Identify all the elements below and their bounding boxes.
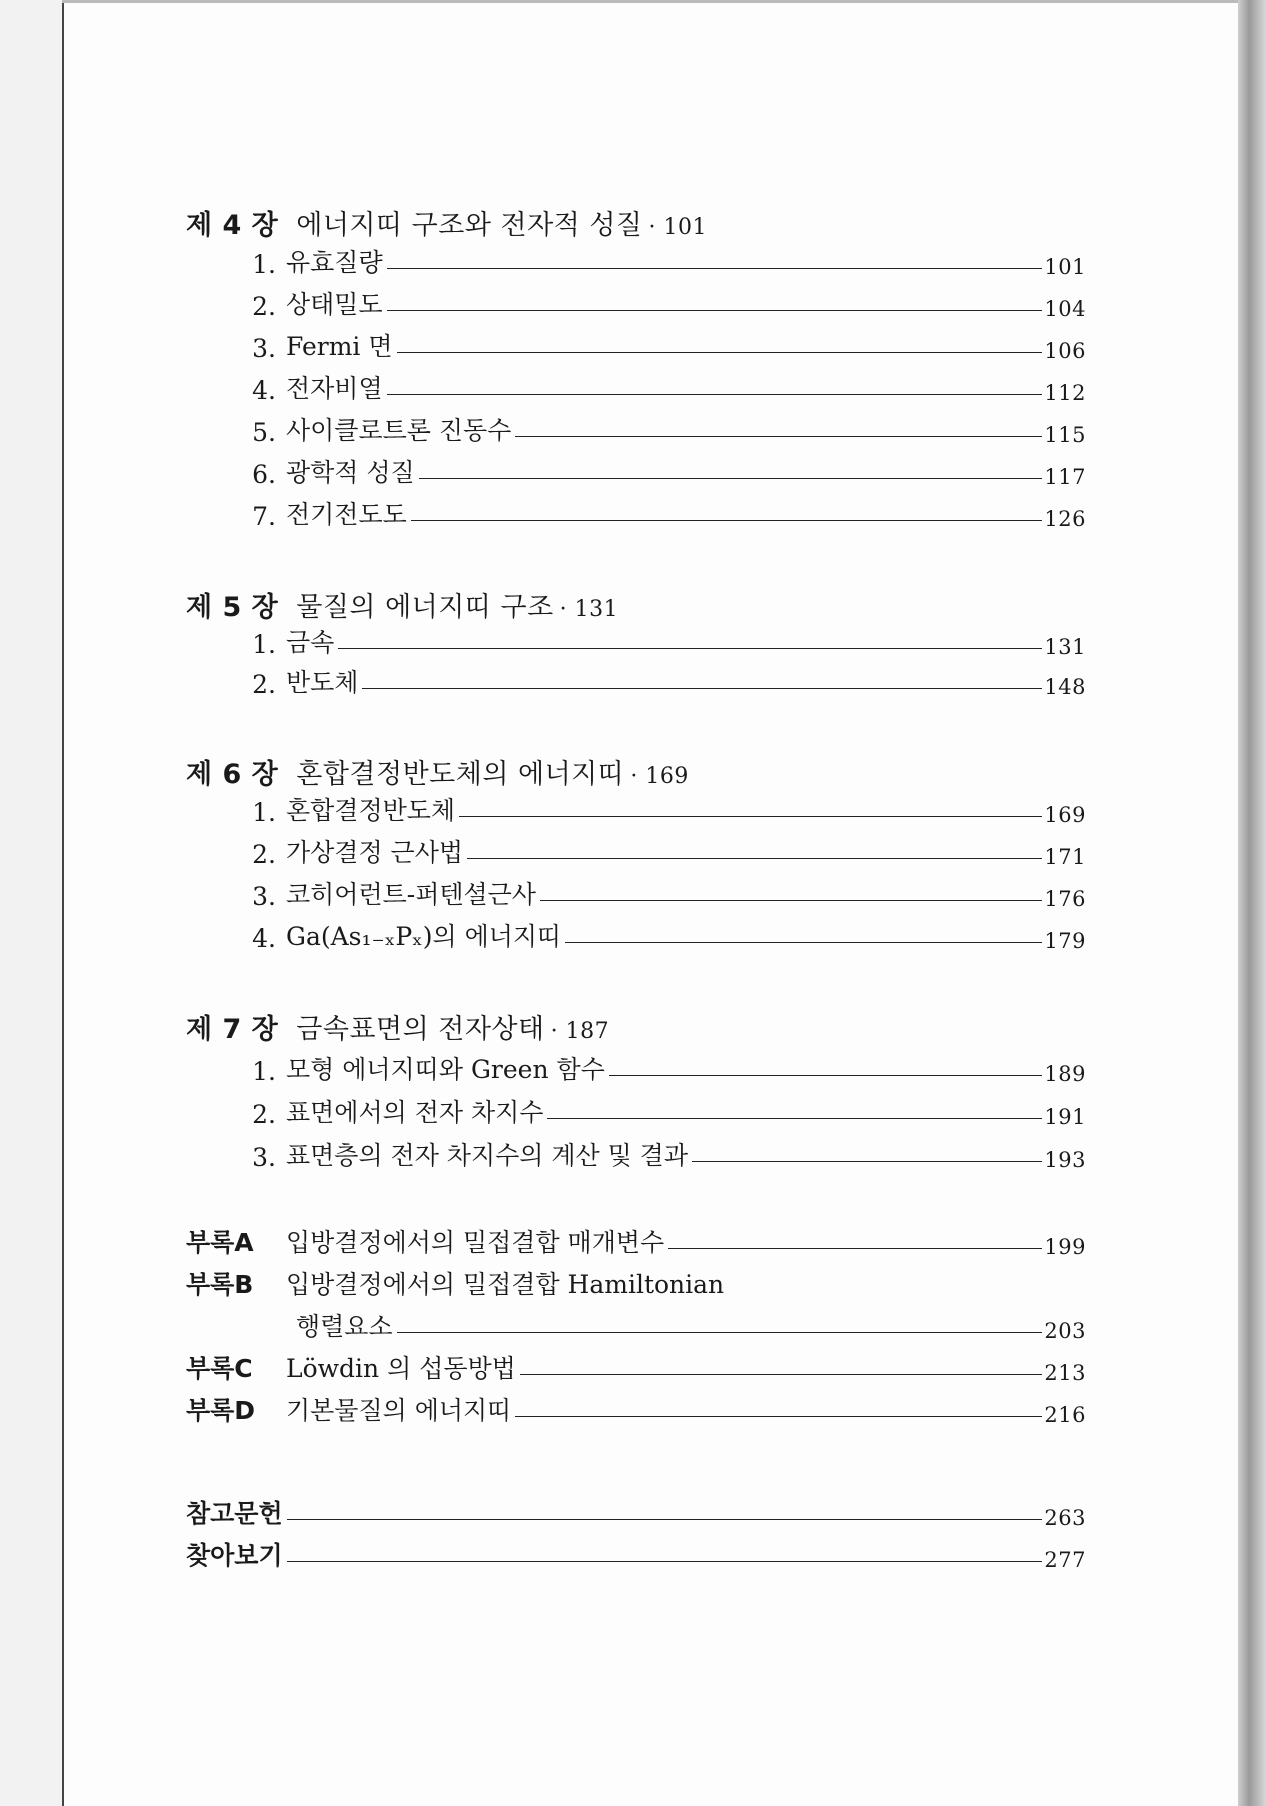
entry-page: 106 <box>1044 339 1086 363</box>
dotted-leader <box>515 436 1042 437</box>
toc-entry <box>236 329 1086 363</box>
dotted-leader <box>397 352 1043 353</box>
entry-title: Ga(As₁₋ₓPₓ)의 에너지띠 <box>286 922 562 951</box>
entry-title: Fermi 면 <box>286 332 393 361</box>
chapter-page: · 131 <box>559 597 619 622</box>
chapter-label: 제 4 장 <box>186 210 279 241</box>
back-matter-entry <box>186 1496 1086 1530</box>
entry-number: 1. <box>252 1057 276 1086</box>
appendix-entry-continuation <box>296 1309 1086 1343</box>
dotted-leader <box>520 1374 1043 1375</box>
entry-title: 찾아보기 <box>186 1541 283 1570</box>
toc-entry <box>236 1052 1086 1086</box>
entry-page: 263 <box>1044 1506 1086 1530</box>
entry-page: 126 <box>1044 507 1086 531</box>
entry-number: 2. <box>252 670 276 699</box>
entry-page: 179 <box>1044 929 1086 953</box>
entry-page: 193 <box>1044 1148 1086 1172</box>
entry-number: 2. <box>252 840 276 869</box>
toc-entry <box>236 245 1086 279</box>
entry-number: 6. <box>252 460 276 489</box>
toc-entry <box>236 793 1086 827</box>
dotted-leader <box>338 648 1042 649</box>
appendix-entry <box>186 1351 1086 1385</box>
entry-title: 참고문헌 <box>186 1499 283 1528</box>
entry-page: 117 <box>1044 465 1086 489</box>
dotted-leader <box>387 268 1043 269</box>
toc-entry <box>236 1138 1086 1172</box>
entry-title: 입방결정에서의 밀접결합 매개변수 <box>286 1228 665 1257</box>
entry-page: 169 <box>1044 803 1086 827</box>
back-matter-entry <box>186 1538 1086 1572</box>
entry-page: 277 <box>1044 1548 1086 1572</box>
entry-number: 7. <box>252 502 276 531</box>
entry-page: 199 <box>1044 1235 1086 1259</box>
dotted-leader <box>411 520 1043 521</box>
entry-page: 176 <box>1044 887 1086 911</box>
toc-entry <box>236 665 1086 699</box>
entry-number: 2. <box>252 292 276 321</box>
entry-title: 반도체 <box>286 668 359 697</box>
toc-entry <box>236 413 1086 447</box>
entry-number: 3. <box>252 334 276 363</box>
chapter-title: 금속표면의 전자상태 <box>296 1014 545 1045</box>
entry-number: 3. <box>252 882 276 911</box>
entry-title: 광학적 성질 <box>286 458 415 487</box>
page-edge-shadow <box>1238 0 1266 1806</box>
entry-page: 216 <box>1044 1403 1086 1427</box>
appendix-entry <box>186 1225 1086 1259</box>
chapter-label: 제 5 장 <box>186 592 279 623</box>
dotted-leader <box>387 394 1043 395</box>
dotted-leader <box>419 478 1043 479</box>
entry-page: 112 <box>1044 381 1086 405</box>
entry-number: 1. <box>252 630 276 659</box>
entry-number: 4. <box>252 924 276 953</box>
entry-title: 모형 에너지띠와 Green 함수 <box>286 1055 605 1084</box>
entry-page: 213 <box>1044 1361 1086 1385</box>
entry-page: 104 <box>1044 297 1086 321</box>
dotted-leader <box>609 1075 1043 1076</box>
appendix-tag: 부록A <box>186 1228 254 1257</box>
entry-page: 131 <box>1044 635 1086 659</box>
entry-title: 표면에서의 전자 차지수 <box>286 1098 544 1127</box>
entry-page: 203 <box>1044 1319 1086 1343</box>
appendix-tag: 부록C <box>186 1354 253 1383</box>
chapter-title: 에너지띠 구조와 전자적 성질 <box>296 210 643 241</box>
entry-number: 1. <box>252 798 276 827</box>
entry-number: 1. <box>252 250 276 279</box>
dotted-leader <box>540 900 1042 901</box>
appendix-entry <box>186 1267 1086 1301</box>
toc-entry <box>236 287 1086 321</box>
chapter-label: 제 6 장 <box>186 759 279 790</box>
toc-entry <box>236 455 1086 489</box>
toc-entry <box>236 1095 1086 1129</box>
toc-entry <box>236 919 1086 953</box>
dotted-leader <box>397 1332 1043 1333</box>
entry-title: 사이클로트론 진동수 <box>286 416 512 445</box>
dotted-leader <box>459 816 1042 817</box>
chapter-title: 물질의 에너지띠 구조 <box>296 592 554 623</box>
appendix-tag: 부록D <box>186 1396 256 1425</box>
entry-title: 가상결정 근사법 <box>286 838 463 867</box>
entry-page: 101 <box>1044 255 1086 279</box>
entry-title: 코히어런트-퍼텐셜근사 <box>286 880 536 909</box>
toc-entry <box>236 497 1086 531</box>
page-top-edge <box>62 0 1242 3</box>
dotted-leader <box>387 310 1043 311</box>
entry-number: 5. <box>252 418 276 447</box>
entry-number: 3. <box>252 1143 276 1172</box>
toc-entry <box>236 835 1086 869</box>
entry-title: 상태밀도 <box>286 290 383 319</box>
dotted-leader <box>287 1519 1043 1520</box>
entry-page: 191 <box>1044 1105 1086 1129</box>
entry-title: 전자비열 <box>286 374 383 403</box>
dotted-leader <box>362 688 1042 689</box>
entry-number: 2. <box>252 1100 276 1129</box>
dotted-leader <box>565 942 1042 943</box>
entry-page: 148 <box>1044 675 1086 699</box>
dotted-leader <box>467 858 1042 859</box>
dotted-leader <box>692 1161 1042 1162</box>
entry-title: 전기전도도 <box>286 500 407 529</box>
chapter-heading <box>186 1007 609 1046</box>
appendix-entry <box>186 1393 1086 1427</box>
entry-title: 기본물질의 에너지띠 <box>286 1396 512 1425</box>
entry-title: Löwdin 의 섭동방법 <box>286 1354 516 1383</box>
entry-page: 115 <box>1044 423 1086 447</box>
chapter-page: · 169 <box>630 764 689 789</box>
entry-title: 금속 <box>286 628 335 657</box>
toc-entry <box>236 625 1086 659</box>
chapter-page: · 187 <box>550 1019 610 1044</box>
entry-title-continuation: 행렬요소 <box>296 1312 393 1341</box>
chapter-title: 혼합결정반도체의 에너지띠 <box>296 759 625 790</box>
chapter-heading <box>186 752 689 791</box>
entry-title: 혼합결정반도체 <box>286 796 456 825</box>
entry-page: 171 <box>1044 845 1086 869</box>
entry-title: 입방결정에서의 밀접결합 Hamiltonian <box>286 1270 725 1299</box>
entry-title: 유효질량 <box>286 248 383 277</box>
dotted-leader <box>547 1118 1042 1119</box>
toc-entry <box>236 371 1086 405</box>
chapter-page: · 101 <box>648 215 707 240</box>
toc-entry <box>236 877 1086 911</box>
entry-number: 4. <box>252 376 276 405</box>
dotted-leader <box>515 1416 1042 1417</box>
chapter-heading <box>186 585 618 624</box>
chapter-heading <box>186 203 707 242</box>
entry-title: 표면층의 전자 차지수의 계산 및 결과 <box>286 1141 688 1170</box>
entry-page: 189 <box>1044 1062 1086 1086</box>
dotted-leader <box>668 1248 1042 1249</box>
appendix-tag: 부록B <box>186 1270 254 1299</box>
dotted-leader <box>287 1561 1043 1562</box>
chapter-label: 제 7 장 <box>186 1014 279 1045</box>
